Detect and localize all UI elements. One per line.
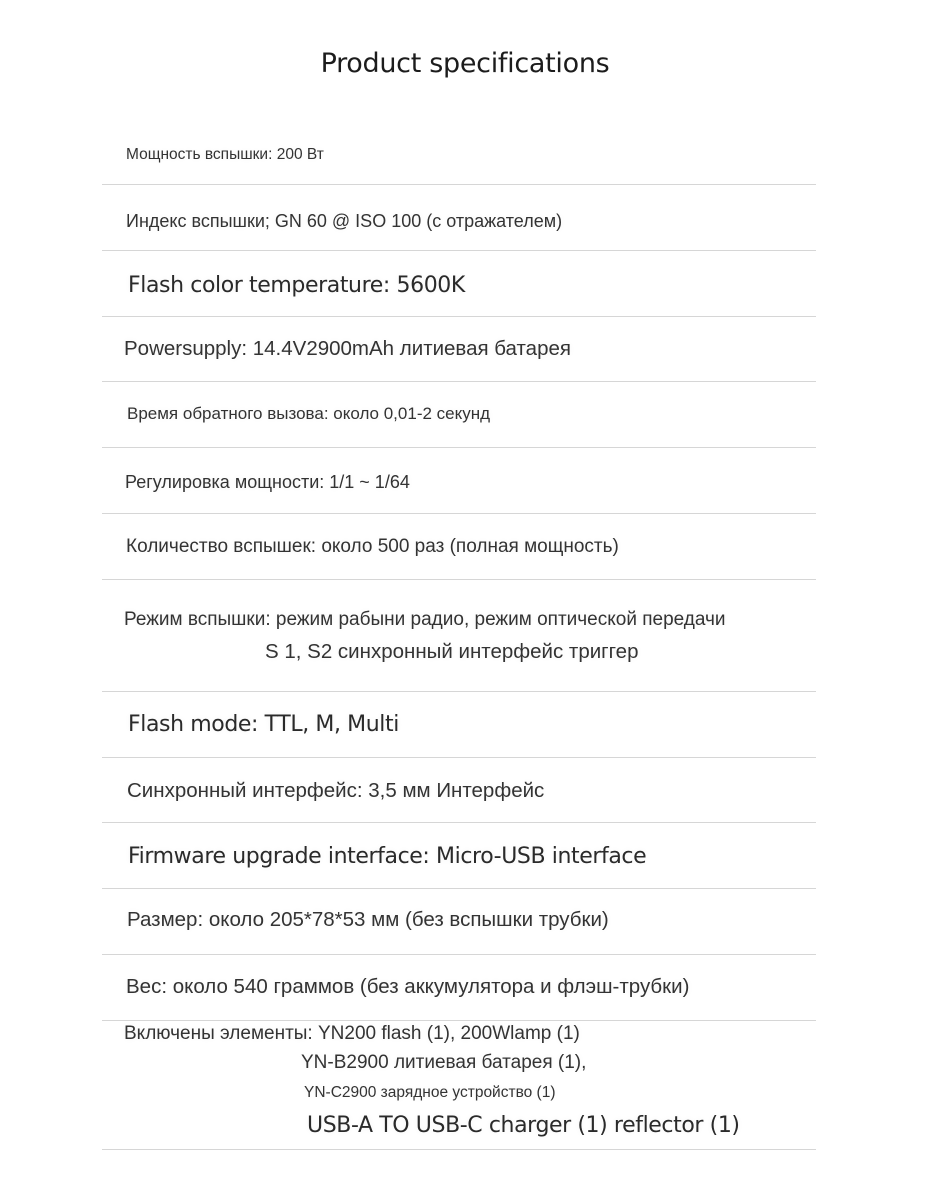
spec-color-temperature: Flash color temperature: 5600K	[128, 273, 465, 298]
spec-included-line2: YN-B2900 литиевая батарея (1),	[301, 1052, 587, 1073]
spec-flash-mode-en: Flash mode: TTL, M, Multi	[128, 712, 399, 737]
spec-included-line1: Включены элементы: YN200 flash (1), 200Wlamp (1)	[124, 1023, 580, 1044]
divider	[102, 888, 816, 889]
spec-flash-index: Индекс вспышки; GN 60 @ ISO 100 (с отражателем)	[126, 211, 563, 231]
divider	[102, 954, 816, 955]
spec-power-adjustment: Регулировка мощности: 1/1 ~ 1/64	[125, 472, 410, 492]
spec-flash-power: Мощность вспышки: 200 Вт	[126, 146, 324, 163]
divider	[102, 184, 816, 185]
divider	[102, 316, 816, 317]
spec-included-line4: USB-A TO USB-C charger (1) reflector (1)	[307, 1113, 740, 1138]
divider	[102, 1149, 816, 1150]
divider	[102, 447, 816, 448]
spec-included-line3: YN-C2900 зарядное устройство (1)	[304, 1084, 556, 1101]
page-title: Product specifications	[320, 48, 610, 79]
spec-flash-mode-line1: Режим вспышки: режим рабыни радио, режим оптической передачи	[124, 609, 726, 630]
spec-recycle-time: Время обратного вызова: около 0,01-2 секунд	[127, 404, 491, 423]
divider	[102, 757, 816, 758]
spec-sync-interface: Синхронный интерфейс: 3,5 мм Интерфейс	[127, 779, 545, 802]
spec-flash-count: Количество вспышек: около 500 раз (полная мощность)	[126, 536, 619, 557]
divider	[102, 250, 816, 251]
divider	[102, 381, 816, 382]
divider	[102, 513, 816, 514]
divider	[102, 822, 816, 823]
spec-power-supply: Powersupply: 14.4V2900mAh литиевая батарея	[124, 337, 571, 360]
divider	[102, 579, 816, 580]
divider	[102, 1020, 816, 1021]
spec-firmware-interface: Firmware upgrade interface: Micro-USB interface	[128, 844, 647, 869]
divider	[102, 691, 816, 692]
spec-flash-mode-line2: S 1, S2 синхронный интерфейс триггер	[265, 640, 639, 663]
spec-weight: Вес: около 540 граммов (без аккумулятора и флэш-трубки)	[126, 975, 690, 998]
spec-size: Размер: около 205*78*53 мм (без вспышки трубки)	[127, 908, 609, 931]
